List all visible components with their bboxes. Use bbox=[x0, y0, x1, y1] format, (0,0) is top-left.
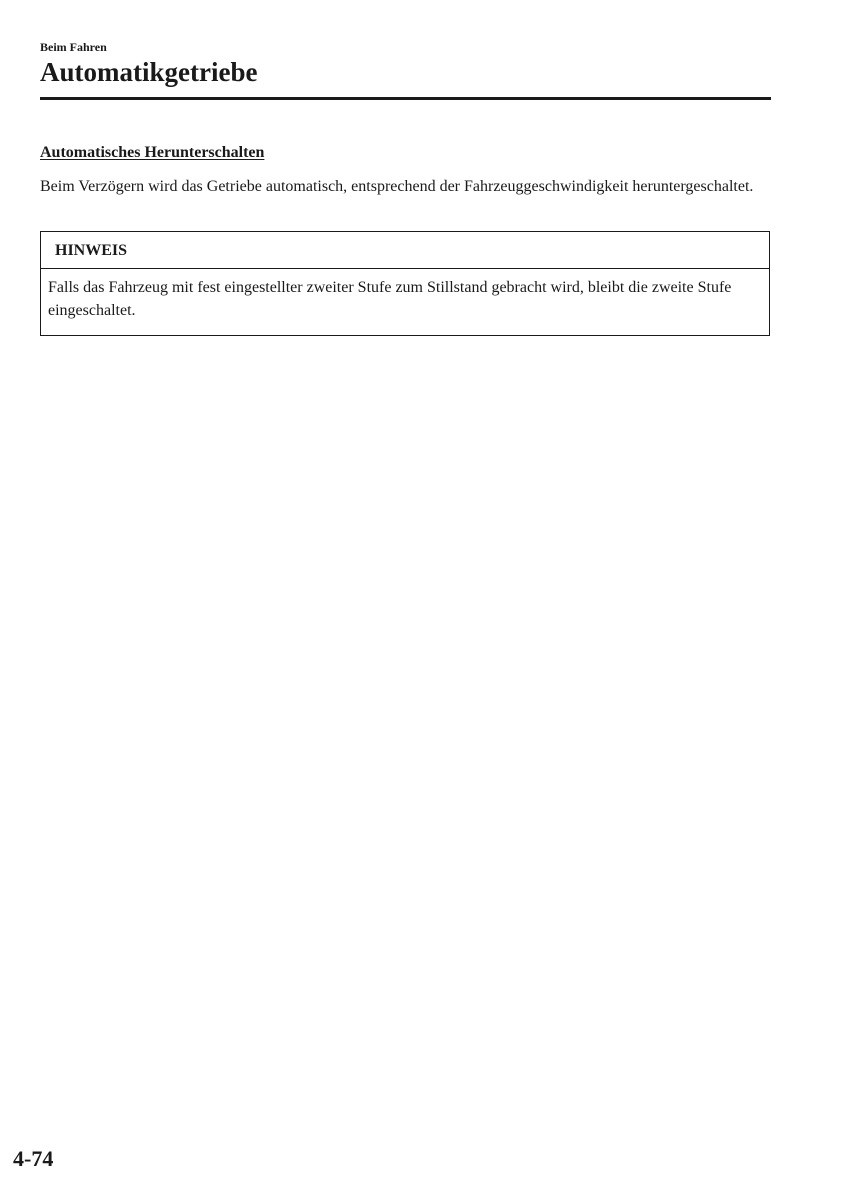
title-divider bbox=[40, 97, 771, 100]
page-number: 4-74 bbox=[13, 1146, 54, 1171]
subheading: Automatisches Herunterschalten bbox=[40, 144, 265, 161]
page-title: Automatikgetriebe bbox=[40, 57, 258, 87]
section-label: Beim Fahren bbox=[40, 40, 107, 54]
note-box bbox=[40, 231, 770, 336]
note-text: Falls das Fahrzeug mit fest eingestellter zweiter Stufe zum Stillstand gebracht wird, bleibt die zweite Stufe eingeschaltet. bbox=[48, 279, 732, 319]
note-header: HINWEIS bbox=[41, 232, 769, 269]
body-paragraph: Beim Verzögern wird das Getriebe automatisch, entsprechend der Fahrzeuggeschwindigkeit heruntergeschaltet. bbox=[40, 178, 754, 195]
